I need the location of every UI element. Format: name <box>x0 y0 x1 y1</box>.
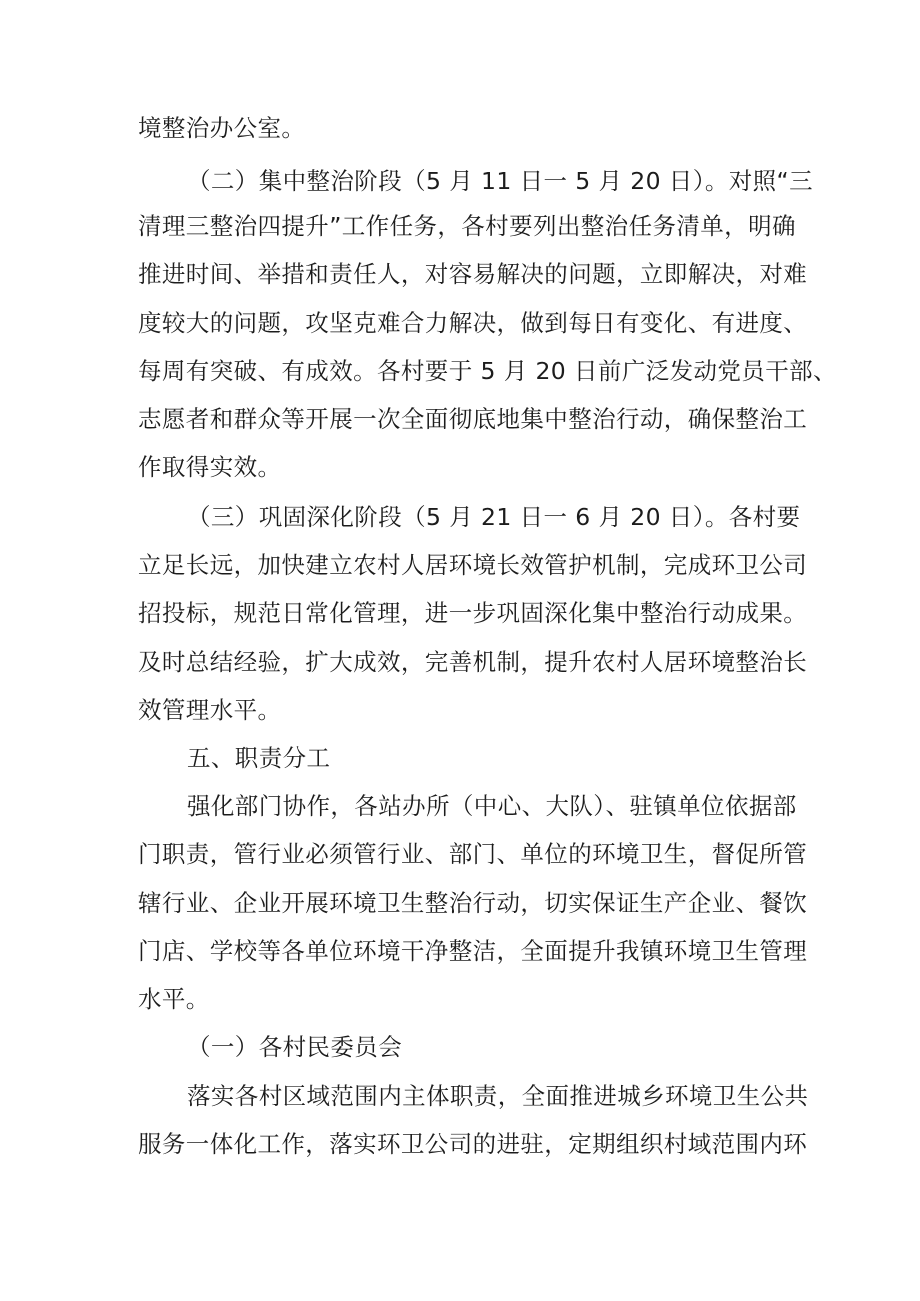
text-line-1: 境整治办公室。 <box>138 114 306 142</box>
subsection-heading: （一）各村民委员会 <box>187 1033 403 1061</box>
text-line-7: 志愿者和群众等开展一次全面彻底地集中整治行动，确保整治工 <box>138 405 808 433</box>
text-line-3: 清理三整治四提升”工作任务，各村要列出整治任务清单，明确 <box>138 212 796 240</box>
text-line-22: 服务一体化工作，落实环卫公司的进驻，定期组织村域范围内环 <box>138 1130 808 1158</box>
text-line-6: 每周有突破、有成效。各村要于 5 月 20 日前广泛发动党员干部、 <box>138 357 837 385</box>
text-line-15: 强化部门协作，各站办所（中心、大队）、驻镇单位依据部 <box>187 792 797 820</box>
text-line-16: 门职责，管行业必须管行业、部门、单位的环境卫生，督促所管 <box>138 840 808 868</box>
text-line-12: 及时总结经验，扩大成效，完善机制，提升农村人居环境整治长 <box>138 648 808 676</box>
text-line-2: （二）集中整治阶段（5 月 11 日一 5 月 20 日）。对照“三 <box>187 167 814 195</box>
text-line-13: 效管理水平。 <box>138 696 282 724</box>
text-line-9: （三）巩固深化阶段（5 月 21 日一 6 月 20 日）。各村要 <box>187 503 801 531</box>
text-line-4: 推进时间、举措和责任人，对容易解决的问题，立即解决，对难 <box>138 260 808 288</box>
section-heading: 五、职责分工 <box>187 744 331 772</box>
text-line-21: 落实各村区域范围内主体职责，全面推进城乡环境卫生公共 <box>187 1082 809 1110</box>
text-line-5: 度较大的问题，攻坚克难合力解决，做到每日有变化、有进度、 <box>138 309 808 337</box>
text-line-11: 招投标，规范日常化管理，进一步巩固深化集中整治行动成果。 <box>138 599 808 627</box>
text-line-18: 门店、学校等各单位环境干净整洁，全面提升我镇环境卫生管理 <box>138 937 808 965</box>
text-line-17: 辖行业、企业开展环境卫生整治行动，切实保证生产企业、餐饮 <box>138 889 808 917</box>
text-line-8: 作取得实效。 <box>138 453 282 481</box>
text-line-10: 立足长远，加快建立农村人居环境长效管护机制，完成环卫公司 <box>138 551 808 579</box>
text-line-19: 水平。 <box>138 985 210 1013</box>
